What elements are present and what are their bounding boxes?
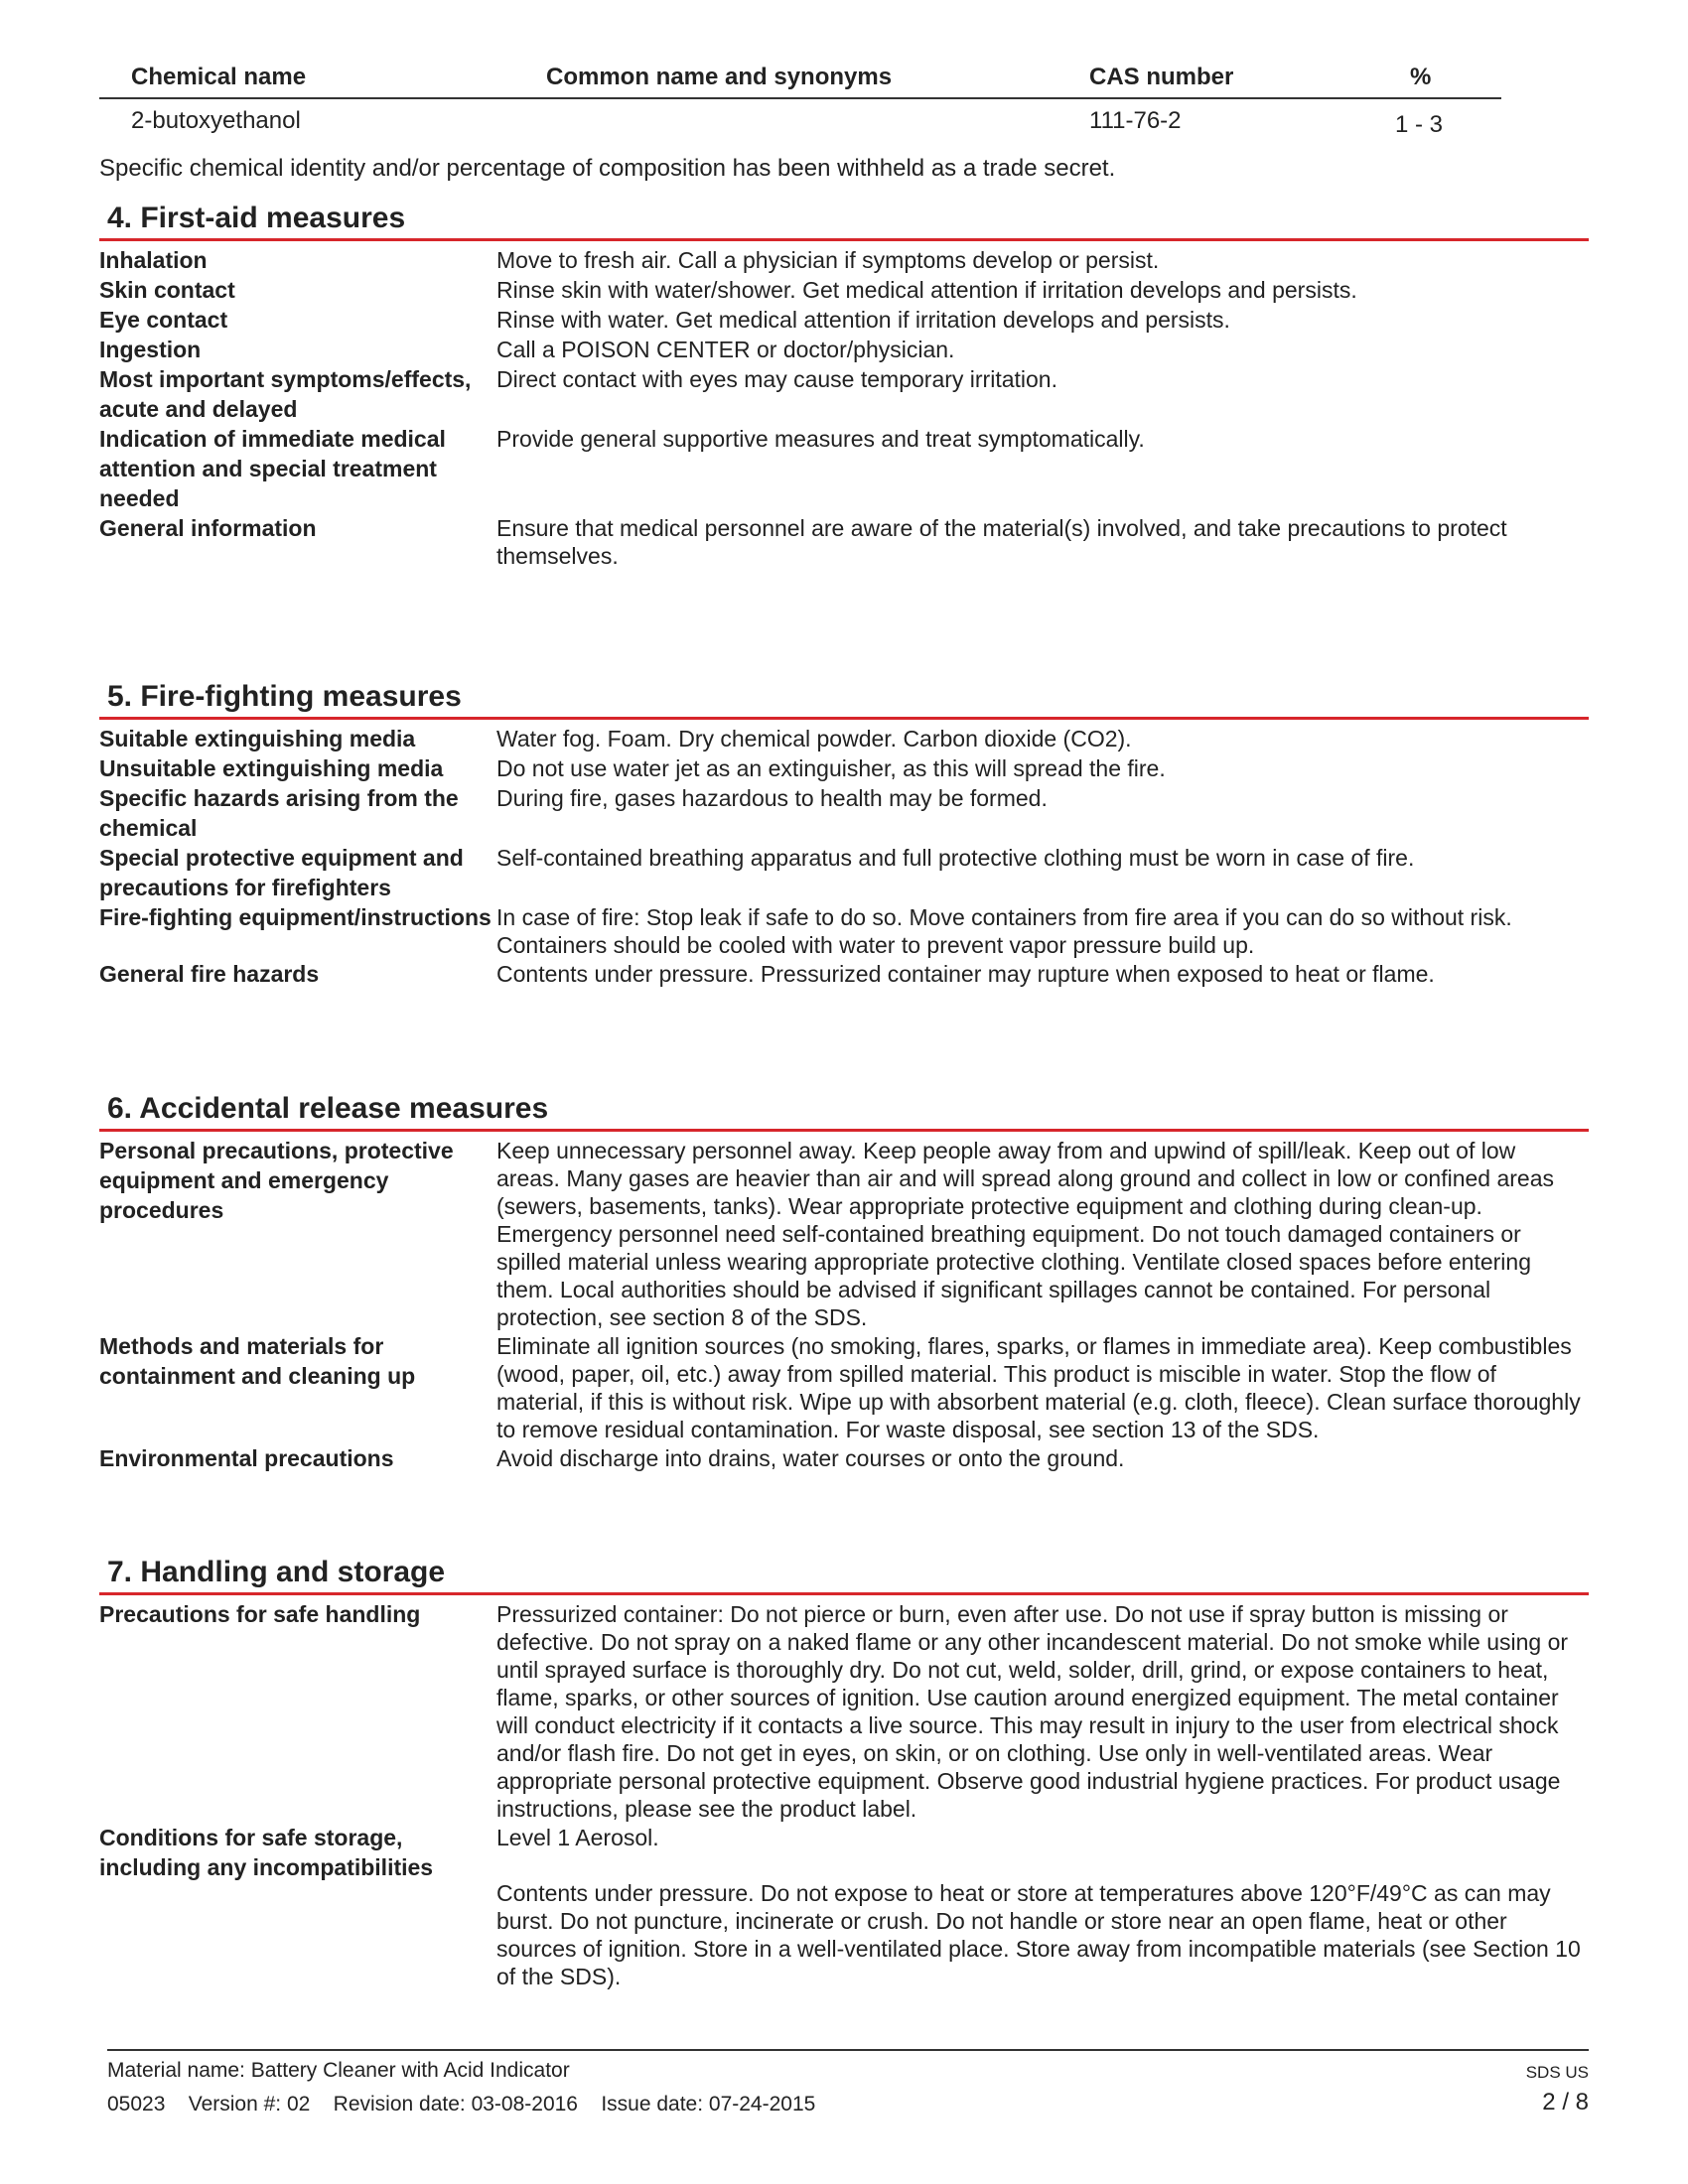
field-value <box>496 513 1589 570</box>
section-4 <box>99 199 1589 570</box>
field-value <box>496 1599 1589 1823</box>
field-value-paragraph: Contents under pressure. Do not expose to heat or store at temperatures above 120°F/49°C as can may burst. Do not puncture, incinerate or crush. Do not handle or store near an open flame, heat or other sources of ignition. Store in a well-ventilated place. Store away from incompatible materials (see Section 10 of the SDS). <box>496 1880 1581 1989</box>
header-common-name: Common name and synonyms <box>546 64 893 90</box>
page-footer <box>107 2049 1589 2116</box>
field-value-paragraph: Self-contained breathing apparatus and full protective clothing must be worn in case of fire. <box>496 845 1415 871</box>
list-item <box>99 1331 1589 1443</box>
field-value <box>496 843 1589 902</box>
field-value-paragraph: Do not use water jet as an extinguisher, as this will spread the fire. <box>496 755 1166 781</box>
field-value-paragraph: Provide general supportive measures and treat symptomatically. <box>496 426 1145 452</box>
list-item <box>99 364 1589 424</box>
field-value-paragraph: Level 1 Aerosol. <box>496 1825 659 1850</box>
section-title: 5. Fire-fighting measures <box>99 677 1589 720</box>
field-label: Inhalation <box>99 247 208 273</box>
field-value-paragraph: Pressurized container: Do not pierce or burn, even after use. Do not use if spray button is missing or defective. Do not spray on a naked flame or any other incandescent material. Do not smoke while using or until sprayed surface is thoroughly dry. Do not cut, weld, solder, drill, grind, or expose containers to heat, flame, sparks, or other sources of ignition. Use caution around energized equipment. The metal container will conduct electricity if it contacts a live source. This may result in injury to the user from electrical shock and/or flash fire. Do not get in eyes, on skin, or on clothing. Use only in well-ventilated areas. Wear appropriate personal protective equipment. Observe good industrial hygiene practices. For product usage instructions, please see the product label. <box>496 1601 1569 1822</box>
list-item <box>99 245 1589 275</box>
chemical-name-cell: 2-butoxyethanol <box>131 107 301 134</box>
header-cas-number: CAS number <box>1089 64 1234 90</box>
field-label: General information <box>99 515 317 541</box>
field-value <box>496 364 1589 424</box>
field-value-paragraph: Call a POISON CENTER or doctor/physician. <box>496 337 955 362</box>
field-value-paragraph: Ensure that medical personnel are aware of the material(s) involved, and take precautions to protect themselves. <box>496 515 1507 569</box>
section-6 <box>99 1089 1589 1473</box>
field-value <box>496 753 1589 783</box>
field-label: Personal precautions, protective equipment and emergency procedures <box>99 1138 454 1223</box>
list-item <box>99 959 1589 989</box>
section-title: 6. Accidental release measures <box>99 1089 1589 1132</box>
list-item <box>99 1599 1589 1823</box>
field-value <box>496 783 1589 843</box>
field-value <box>496 1331 1589 1443</box>
list-item <box>99 1443 1589 1473</box>
field-value-paragraph: In case of fire: Stop leak if safe to do so. Move containers from fire area if you can do so without risk. Containers should be cooled with water to prevent vapor pressure build up. <box>496 904 1512 958</box>
section-7 <box>99 1553 1589 1990</box>
list-item <box>99 1823 1589 1990</box>
field-value <box>496 275 1589 305</box>
field-value <box>496 902 1589 959</box>
field-label: Eye contact <box>99 307 228 333</box>
list-item <box>99 335 1589 364</box>
footer-revision-info: 05023 Version #: 02 Revision date: 03-08-2016 Issue date: 07-24-2015 <box>107 2093 816 2116</box>
section-5 <box>99 677 1589 989</box>
field-label: Precautions for safe handling <box>99 1601 421 1627</box>
field-value <box>496 1136 1589 1331</box>
cas-number-cell: 111-76-2 <box>1089 107 1182 134</box>
list-item <box>99 902 1589 959</box>
field-value-paragraph: Keep unnecessary personnel away. Keep people away from and upwind of spill/leak. Keep out of low areas. Many gases are heavier than air and will spread along ground and collect in low or confined areas (sewers, basements, tanks). Wear appropriate protective equipment and clothing during clean-up. Emergency personnel need self-contained breathing equipment. Do not touch damaged containers or spilled material unless wearing appropriate protective clothing. Ventilate closed spaces before entering them. Local authorities should be advised if significant spillages cannot be contained. For personal protection, see section 8 of the SDS. <box>496 1138 1555 1330</box>
field-value-paragraph: Move to fresh air. Call a physician if symptoms develop or persist. <box>496 247 1160 273</box>
field-label: Special protective equipment and precautions for firefighters <box>99 845 464 900</box>
list-item <box>99 275 1589 305</box>
field-label: General fire hazards <box>99 961 320 987</box>
field-value <box>496 305 1589 335</box>
field-label: Skin contact <box>99 277 235 303</box>
field-value <box>496 335 1589 364</box>
field-label: Specific hazards arising from the chemical <box>99 785 459 841</box>
field-value <box>496 245 1589 275</box>
field-value-paragraph: Eliminate all ignition sources (no smoking, flares, sparks, or flames in immediate area). Keep combustibles (wood, paper, oil, etc.) away from spilled material. This product is miscible in water. Stop the flow of material, if this is without risk. Wipe up with absorbent material (e.g. cloth, fleece). Clean surface thoroughly to remove residual contamination. For waste disposal, see section 13 of the SDS. <box>496 1333 1581 1442</box>
list-item <box>99 305 1589 335</box>
field-value <box>496 1443 1589 1473</box>
footer-doc-type: SDS US <box>1525 2063 1589 2082</box>
field-value-paragraph: Avoid discharge into drains, water courses or onto the ground. <box>496 1445 1125 1471</box>
field-label: Ingestion <box>99 337 202 362</box>
field-value-paragraph: Water fog. Foam. Dry chemical powder. Carbon dioxide (CO2). <box>496 726 1132 751</box>
composition-table-header <box>99 58 1501 99</box>
list-item <box>99 513 1589 570</box>
field-label: Fire-fighting equipment/instructions <box>99 904 492 930</box>
composition-table <box>99 58 1501 139</box>
footer-material-name: Material name: Battery Cleaner with Acid Indicator <box>107 2059 570 2082</box>
field-label: Environmental precautions <box>99 1445 394 1471</box>
section-title: 7. Handling and storage <box>99 1553 1589 1595</box>
field-value <box>496 959 1589 989</box>
field-label: Unsuitable extinguishing media <box>99 755 444 781</box>
list-item <box>99 1136 1589 1331</box>
field-value-paragraph: Contents under pressure. Pressurized container may rupture when exposed to heat or flame. <box>496 961 1435 987</box>
list-item <box>99 753 1589 783</box>
field-value <box>496 424 1589 513</box>
field-label: Suitable extinguishing media <box>99 726 416 751</box>
list-item <box>99 783 1589 843</box>
list-item <box>99 724 1589 753</box>
field-label: Conditions for safe storage, including any incompatibilities <box>99 1825 434 1880</box>
field-value <box>496 1823 1589 1990</box>
list-item <box>99 843 1589 902</box>
table-row <box>99 99 1501 139</box>
field-value-paragraph: During fire, gases hazardous to health may be formed. <box>496 785 1048 811</box>
list-item <box>99 424 1589 513</box>
field-label: Methods and materials for containment and cleaning up <box>99 1333 416 1389</box>
field-value-paragraph: Rinse with water. Get medical attention if irritation develops and persists. <box>496 307 1230 333</box>
field-value-paragraph: Direct contact with eyes may cause temporary irritation. <box>496 366 1057 392</box>
field-label: Indication of immediate medical attention and special treatment needed <box>99 426 446 511</box>
header-percent: % <box>1410 64 1432 90</box>
field-value-paragraph: Rinse skin with water/shower. Get medical attention if irritation develops and persists. <box>496 277 1357 303</box>
section-title: 4. First-aid measures <box>99 199 1589 241</box>
field-value <box>496 724 1589 753</box>
header-chemical-name: Chemical name <box>131 64 307 90</box>
field-label: Most important symptoms/effects, acute and delayed <box>99 366 472 422</box>
footer-page-number: 2 / 8 <box>1542 2089 1589 2116</box>
percent-cell: 1 - 3 <box>1395 111 1444 138</box>
trade-secret-note: Specific chemical identity and/or percentage of composition has been withheld as a trade secret. <box>99 155 1116 182</box>
